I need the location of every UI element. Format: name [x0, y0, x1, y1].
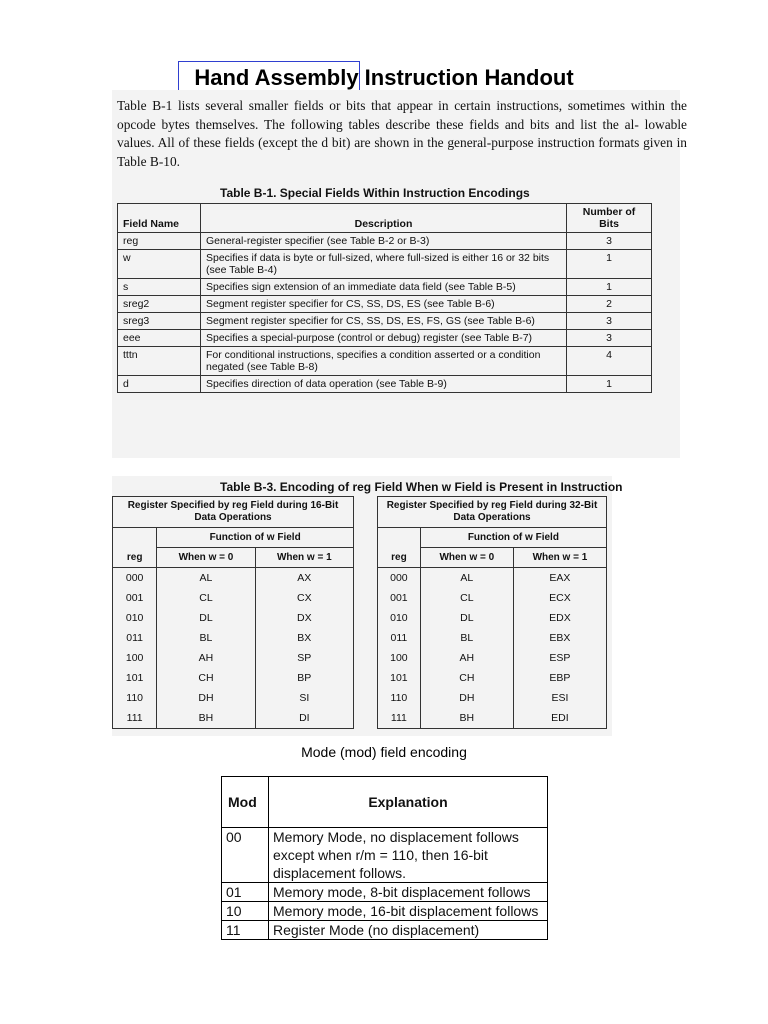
table-row	[222, 883, 548, 902]
reg-cell: 000	[378, 568, 421, 589]
table-b3-16bit	[112, 496, 354, 729]
w1-cell: BP	[255, 668, 353, 688]
description-cell: Specifies sign extension of an immediate data field (see Table B-5)	[201, 279, 567, 296]
mod-cell: 01	[222, 883, 269, 902]
w1-cell: EDI	[513, 708, 606, 729]
w1-cell: EBX	[513, 628, 606, 648]
w0-cell: CL	[420, 588, 513, 608]
reg-cell: 001	[378, 588, 421, 608]
table-row	[113, 668, 354, 688]
w1-cell: SP	[255, 648, 353, 668]
w1-cell: CX	[255, 588, 353, 608]
w0-cell: AL	[157, 568, 255, 589]
field-name-cell: eee	[118, 330, 201, 347]
header-number-of-bits: Number of Bits	[567, 204, 652, 233]
col-reg: reg	[378, 548, 421, 568]
bits-cell: 1	[567, 376, 652, 393]
field-name-cell: sreg3	[118, 313, 201, 330]
field-name-cell: tttn	[118, 347, 201, 376]
explanation-cell: Memory Mode, no displacement follows except when r/m = 110, then 16-bit displacement follows.	[269, 828, 548, 883]
w0-cell: AL	[420, 568, 513, 589]
description-cell: Specifies direction of data operation (see Table B-9)	[201, 376, 567, 393]
w0-cell: BH	[157, 708, 255, 729]
table-row	[118, 330, 652, 347]
table-row	[113, 648, 354, 668]
reg-cell: 100	[378, 648, 421, 668]
table-b3-32bit	[377, 496, 607, 729]
table-row	[113, 688, 354, 708]
reg-cell: 010	[113, 608, 157, 628]
w1-cell: ESI	[513, 688, 606, 708]
table-b1	[117, 203, 652, 393]
col-w1: When w = 1	[255, 548, 353, 568]
header-function-w-16: Function of w Field	[157, 528, 354, 548]
page-title: Hand Assembly Instruction Handout	[194, 65, 574, 90]
description-cell: For conditional instructions, specifies a condition asserted or a condition negated (see Table B-8)	[201, 347, 567, 376]
header-mod: Mod	[222, 777, 269, 828]
header-description: Description	[201, 204, 567, 233]
table-row	[378, 648, 607, 668]
table-row	[118, 313, 652, 330]
col-w0: When w = 0	[157, 548, 255, 568]
w0-cell: AH	[420, 648, 513, 668]
mod-table-caption: Mode (mod) field encoding	[301, 744, 467, 760]
w0-cell: BL	[157, 628, 255, 648]
header-16bit: Register Specified by reg Field during 16-Bit Data Operations	[113, 497, 354, 528]
bits-cell: 3	[567, 233, 652, 250]
explanation-cell: Register Mode (no displacement)	[269, 921, 548, 940]
w0-cell: CH	[157, 668, 255, 688]
w1-cell: EDX	[513, 608, 606, 628]
table-row	[222, 902, 548, 921]
mod-table	[221, 776, 548, 940]
table-row	[113, 568, 354, 589]
reg-cell: 101	[113, 668, 157, 688]
table-row	[118, 376, 652, 393]
table-row	[378, 628, 607, 648]
header-explanation: Explanation	[269, 777, 548, 828]
table-row	[113, 588, 354, 608]
field-name-cell: reg	[118, 233, 201, 250]
mod-cell: 00	[222, 828, 269, 883]
header-field-name: Field Name	[118, 204, 201, 233]
table-row	[113, 608, 354, 628]
col-w1: When w = 1	[513, 548, 606, 568]
w1-cell: EBP	[513, 668, 606, 688]
w1-cell: DI	[255, 708, 353, 729]
table-b3-caption: Table B-3. Encoding of reg Field When w Field is Present in Instruction	[220, 480, 623, 494]
reg-cell: 001	[113, 588, 157, 608]
table-row	[222, 921, 548, 940]
w0-cell: AH	[157, 648, 255, 668]
table-row	[113, 708, 354, 729]
table-row	[118, 250, 652, 279]
table-row	[118, 347, 652, 376]
intro-paragraph: Table B-1 lists several smaller fields or bits that appear in certain instructions, sometimes within the opcode bytes themselves. The following tables describe these fields and bits and list the al- lowable values. All of these fields (except the d bit) are shown in the general-purpose instruction formats given in Table B-10.	[117, 98, 687, 169]
bits-cell: 1	[567, 250, 652, 279]
field-name-cell: d	[118, 376, 201, 393]
description-cell: Specifies if data is byte or full-sized, where full-sized is either 16 or 32 bits (see Table B-4)	[201, 250, 567, 279]
reg-cell: 110	[378, 688, 421, 708]
w0-cell: DL	[420, 608, 513, 628]
bits-cell: 2	[567, 296, 652, 313]
table-row	[378, 708, 607, 729]
w1-cell: ESP	[513, 648, 606, 668]
table-row	[378, 568, 607, 589]
explanation-cell: Memory mode, 8-bit displacement follows	[269, 883, 548, 902]
w1-cell: AX	[255, 568, 353, 589]
table-row	[378, 668, 607, 688]
header-32bit: Register Specified by reg Field during 32-Bit Data Operations	[378, 497, 607, 528]
description-cell: Segment register specifier for CS, SS, DS, ES (see Table B-6)	[201, 296, 567, 313]
reg-cell: 011	[378, 628, 421, 648]
bits-cell: 4	[567, 347, 652, 376]
w1-cell: SI	[255, 688, 353, 708]
table-row	[378, 608, 607, 628]
bits-cell: 3	[567, 330, 652, 347]
mod-cell: 10	[222, 902, 269, 921]
reg-cell: 111	[113, 708, 157, 729]
table-row	[222, 828, 548, 883]
mod-cell: 11	[222, 921, 269, 940]
table-row	[378, 688, 607, 708]
table-row	[118, 279, 652, 296]
w0-cell: BH	[420, 708, 513, 729]
bits-cell: 1	[567, 279, 652, 296]
w0-cell: CL	[157, 588, 255, 608]
w0-cell: DH	[420, 688, 513, 708]
w1-cell: ECX	[513, 588, 606, 608]
w0-cell: DH	[157, 688, 255, 708]
reg-cell: 101	[378, 668, 421, 688]
field-name-cell: s	[118, 279, 201, 296]
reg-cell: 000	[113, 568, 157, 589]
description-cell: Specifies a special-purpose (control or debug) register (see Table B-7)	[201, 330, 567, 347]
w1-cell: DX	[255, 608, 353, 628]
reg-cell: 111	[378, 708, 421, 729]
header-function-w-32: Function of w Field	[420, 528, 606, 548]
w1-cell: EAX	[513, 568, 606, 589]
col-w0: When w = 0	[420, 548, 513, 568]
reg-cell: 010	[378, 608, 421, 628]
description-cell: General-register specifier (see Table B-2 or B-3)	[201, 233, 567, 250]
reg-cell: 100	[113, 648, 157, 668]
w0-cell: CH	[420, 668, 513, 688]
reg-cell: 110	[113, 688, 157, 708]
col-reg: reg	[113, 548, 157, 568]
table-row	[118, 233, 652, 250]
field-name-cell: sreg2	[118, 296, 201, 313]
reg-cell: 011	[113, 628, 157, 648]
w0-cell: BL	[420, 628, 513, 648]
table-row	[118, 296, 652, 313]
description-cell: Segment register specifier for CS, SS, DS, ES, FS, GS (see Table B-6)	[201, 313, 567, 330]
w0-cell: DL	[157, 608, 255, 628]
w1-cell: BX	[255, 628, 353, 648]
field-name-cell: w	[118, 250, 201, 279]
table-b1-caption: Table B-1. Special Fields Within Instruction Encodings	[220, 186, 530, 200]
bits-cell: 3	[567, 313, 652, 330]
table-row	[378, 588, 607, 608]
table-row	[113, 628, 354, 648]
explanation-cell: Memory mode, 16-bit displacement follows	[269, 902, 548, 921]
